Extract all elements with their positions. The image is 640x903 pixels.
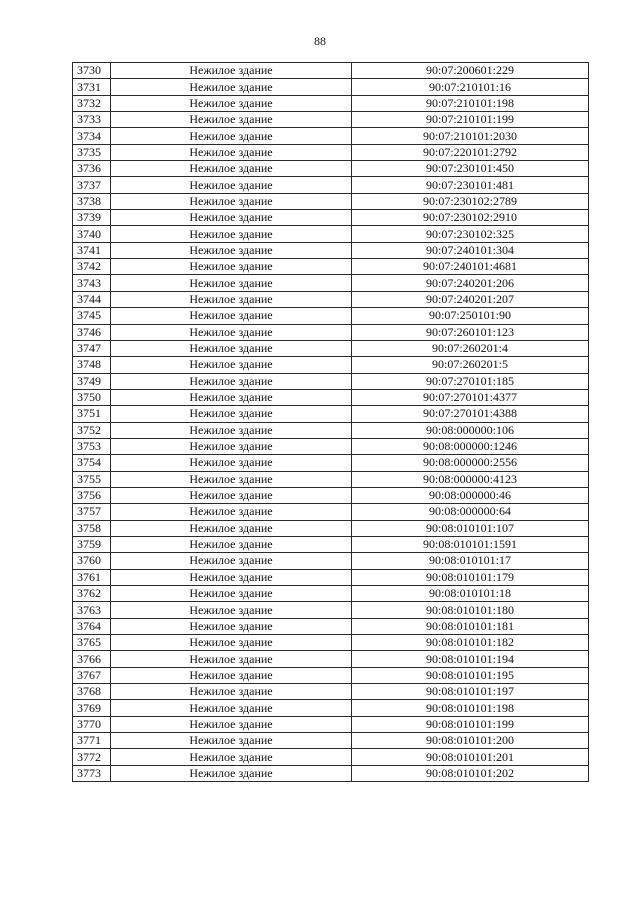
table-row: [73, 504, 589, 520]
table-row: [73, 635, 589, 651]
row-number-cell: 3742: [73, 259, 111, 275]
cadastral-number-cell: 90:07:240201:207: [352, 291, 589, 307]
row-number-cell: 3745: [73, 308, 111, 324]
table-row: [73, 193, 589, 209]
table-row: [73, 406, 589, 422]
object-type-cell: Нежилое здание: [111, 259, 352, 275]
cadastral-number-cell: 90:07:210101:198: [352, 95, 589, 111]
cadastral-number-cell: 90:07:230101:481: [352, 177, 589, 193]
row-number-cell: 3760: [73, 553, 111, 569]
table-row: [73, 422, 589, 438]
object-type-cell: Нежилое здание: [111, 357, 352, 373]
object-type-cell: Нежилое здание: [111, 651, 352, 667]
cadastral-number-cell: 90:08:010101:197: [352, 684, 589, 700]
object-type-cell: Нежилое здание: [111, 144, 352, 160]
cadastral-number-cell: 90:08:010101:18: [352, 586, 589, 602]
table-row: [73, 291, 589, 307]
object-type-cell: Нежилое здание: [111, 406, 352, 422]
cadastral-number-cell: 90:08:010101:200: [352, 733, 589, 749]
table-row: [73, 161, 589, 177]
cadastral-number-cell: 90:08:010101:202: [352, 765, 589, 781]
row-number-cell: 3748: [73, 357, 111, 373]
object-type-cell: Нежилое здание: [111, 389, 352, 405]
table-row: [73, 765, 589, 781]
object-type-cell: Нежилое здание: [111, 569, 352, 585]
table-row: [73, 684, 589, 700]
table-row: [73, 553, 589, 569]
object-type-cell: Нежилое здание: [111, 487, 352, 503]
row-number-cell: 3766: [73, 651, 111, 667]
cadastral-number-cell: 90:07:270101:4388: [352, 406, 589, 422]
row-number-cell: 3764: [73, 618, 111, 634]
row-number-cell: 3767: [73, 667, 111, 683]
cadastral-number-cell: 90:08:000000:106: [352, 422, 589, 438]
table-row: [73, 128, 589, 144]
table-row: [73, 63, 589, 79]
table-row: [73, 733, 589, 749]
table-row: [73, 79, 589, 95]
cadastral-number-cell: 90:07:240101:304: [352, 242, 589, 258]
row-number-cell: 3747: [73, 340, 111, 356]
row-number-cell: 3743: [73, 275, 111, 291]
object-type-cell: Нежилое здание: [111, 520, 352, 536]
row-number-cell: 3771: [73, 733, 111, 749]
object-type-cell: Нежилое здание: [111, 536, 352, 552]
cadastral-number-cell: 90:07:270101:185: [352, 373, 589, 389]
table-row: [73, 373, 589, 389]
cadastral-number-cell: 90:08:010101:181: [352, 618, 589, 634]
cadastral-number-cell: 90:08:010101:199: [352, 716, 589, 732]
row-number-cell: 3734: [73, 128, 111, 144]
table-row: [73, 340, 589, 356]
table-row: [73, 324, 589, 340]
cadastral-number-cell: 90:08:010101:198: [352, 700, 589, 716]
table-row: [73, 112, 589, 128]
object-type-cell: Нежилое здание: [111, 635, 352, 651]
row-number-cell: 3737: [73, 177, 111, 193]
object-type-cell: Нежилое здание: [111, 242, 352, 258]
cadastral-number-cell: 90:08:000000:2556: [352, 455, 589, 471]
cadastral-number-cell: 90:08:010101:179: [352, 569, 589, 585]
object-type-cell: Нежилое здание: [111, 226, 352, 242]
row-number-cell: 3733: [73, 112, 111, 128]
cadastral-number-cell: 90:07:240201:206: [352, 275, 589, 291]
table-row: [73, 618, 589, 634]
cadastral-number-cell: 90:08:010101:107: [352, 520, 589, 536]
object-type-cell: Нежилое здание: [111, 684, 352, 700]
cadastral-number-cell: 90:07:230102:2910: [352, 210, 589, 226]
cadastral-number-cell: 90:08:010101:180: [352, 602, 589, 618]
object-type-cell: Нежилое здание: [111, 95, 352, 111]
row-number-cell: 3731: [73, 79, 111, 95]
registry-table-body: [73, 63, 589, 782]
table-row: [73, 226, 589, 242]
object-type-cell: Нежилое здание: [111, 438, 352, 454]
cadastral-number-cell: 90:07:250101:90: [352, 308, 589, 324]
table-row: [73, 749, 589, 765]
table-row: [73, 569, 589, 585]
row-number-cell: 3752: [73, 422, 111, 438]
object-type-cell: Нежилое здание: [111, 291, 352, 307]
row-number-cell: 3741: [73, 242, 111, 258]
object-type-cell: Нежилое здание: [111, 716, 352, 732]
object-type-cell: Нежилое здание: [111, 340, 352, 356]
object-type-cell: Нежилое здание: [111, 373, 352, 389]
object-type-cell: Нежилое здание: [111, 193, 352, 209]
table-row: [73, 716, 589, 732]
cadastral-number-cell: 90:07:260201:5: [352, 357, 589, 373]
table-row: [73, 487, 589, 503]
object-type-cell: Нежилое здание: [111, 177, 352, 193]
cadastral-number-cell: 90:07:210101:199: [352, 112, 589, 128]
object-type-cell: Нежилое здание: [111, 112, 352, 128]
row-number-cell: 3744: [73, 291, 111, 307]
object-type-cell: Нежилое здание: [111, 210, 352, 226]
row-number-cell: 3755: [73, 471, 111, 487]
row-number-cell: 3762: [73, 586, 111, 602]
object-type-cell: Нежилое здание: [111, 63, 352, 79]
table-row: [73, 210, 589, 226]
table-row: [73, 308, 589, 324]
table-row: [73, 95, 589, 111]
object-type-cell: Нежилое здание: [111, 504, 352, 520]
table-row: [73, 471, 589, 487]
object-type-cell: Нежилое здание: [111, 733, 352, 749]
row-number-cell: 3751: [73, 406, 111, 422]
cadastral-number-cell: 90:08:010101:195: [352, 667, 589, 683]
row-number-cell: 3756: [73, 487, 111, 503]
cadastral-number-cell: 90:08:000000:64: [352, 504, 589, 520]
property-registry-table: [72, 62, 589, 782]
table-row: [73, 586, 589, 602]
table-row: [73, 700, 589, 716]
cadastral-number-cell: 90:07:210101:16: [352, 79, 589, 95]
object-type-cell: Нежилое здание: [111, 602, 352, 618]
row-number-cell: 3757: [73, 504, 111, 520]
row-number-cell: 3732: [73, 95, 111, 111]
row-number-cell: 3730: [73, 63, 111, 79]
cadastral-number-cell: 90:07:200601:229: [352, 63, 589, 79]
object-type-cell: Нежилое здание: [111, 586, 352, 602]
cadastral-number-cell: 90:08:010101:17: [352, 553, 589, 569]
row-number-cell: 3772: [73, 749, 111, 765]
object-type-cell: Нежилое здание: [111, 471, 352, 487]
cadastral-number-cell: 90:08:000000:46: [352, 487, 589, 503]
row-number-cell: 3773: [73, 765, 111, 781]
row-number-cell: 3769: [73, 700, 111, 716]
object-type-cell: Нежилое здание: [111, 79, 352, 95]
row-number-cell: 3740: [73, 226, 111, 242]
cadastral-number-cell: 90:07:260101:123: [352, 324, 589, 340]
cadastral-number-cell: 90:07:260201:4: [352, 340, 589, 356]
table-row: [73, 520, 589, 536]
row-number-cell: 3759: [73, 536, 111, 552]
row-number-cell: 3758: [73, 520, 111, 536]
object-type-cell: Нежилое здание: [111, 422, 352, 438]
cadastral-number-cell: 90:07:210101:2030: [352, 128, 589, 144]
cadastral-number-cell: 90:08:010101:201: [352, 749, 589, 765]
table-row: [73, 438, 589, 454]
table-row: [73, 651, 589, 667]
object-type-cell: Нежилое здание: [111, 749, 352, 765]
cadastral-number-cell: 90:07:270101:4377: [352, 389, 589, 405]
row-number-cell: 3768: [73, 684, 111, 700]
row-number-cell: 3754: [73, 455, 111, 471]
object-type-cell: Нежилое здание: [111, 324, 352, 340]
object-type-cell: Нежилое здание: [111, 455, 352, 471]
object-type-cell: Нежилое здание: [111, 161, 352, 177]
object-type-cell: Нежилое здание: [111, 275, 352, 291]
object-type-cell: Нежилое здание: [111, 618, 352, 634]
table-row: [73, 275, 589, 291]
page-number: 88: [314, 34, 326, 48]
row-number-cell: 3750: [73, 389, 111, 405]
row-number-cell: 3763: [73, 602, 111, 618]
table-row: [73, 667, 589, 683]
object-type-cell: Нежилое здание: [111, 765, 352, 781]
table-row: [73, 357, 589, 373]
table-row: [73, 602, 589, 618]
cadastral-number-cell: 90:07:230102:325: [352, 226, 589, 242]
object-type-cell: Нежилое здание: [111, 128, 352, 144]
object-type-cell: Нежилое здание: [111, 700, 352, 716]
row-number-cell: 3746: [73, 324, 111, 340]
cadastral-number-cell: 90:08:000000:1246: [352, 438, 589, 454]
row-number-cell: 3765: [73, 635, 111, 651]
row-number-cell: 3739: [73, 210, 111, 226]
table-row: [73, 144, 589, 160]
cadastral-number-cell: 90:07:230102:2789: [352, 193, 589, 209]
table-row: [73, 536, 589, 552]
object-type-cell: Нежилое здание: [111, 308, 352, 324]
row-number-cell: 3749: [73, 373, 111, 389]
cadastral-number-cell: 90:07:220101:2792: [352, 144, 589, 160]
row-number-cell: 3738: [73, 193, 111, 209]
table-row: [73, 389, 589, 405]
object-type-cell: Нежилое здание: [111, 553, 352, 569]
cadastral-number-cell: 90:08:010101:194: [352, 651, 589, 667]
row-number-cell: 3735: [73, 144, 111, 160]
table-row: [73, 455, 589, 471]
table-row: [73, 177, 589, 193]
row-number-cell: 3753: [73, 438, 111, 454]
object-type-cell: Нежилое здание: [111, 667, 352, 683]
table-row: [73, 259, 589, 275]
cadastral-number-cell: 90:07:240101:4681: [352, 259, 589, 275]
row-number-cell: 3770: [73, 716, 111, 732]
table-row: [73, 242, 589, 258]
row-number-cell: 3761: [73, 569, 111, 585]
cadastral-number-cell: 90:08:010101:182: [352, 635, 589, 651]
row-number-cell: 3736: [73, 161, 111, 177]
cadastral-number-cell: 90:08:000000:4123: [352, 471, 589, 487]
cadastral-number-cell: 90:07:230101:450: [352, 161, 589, 177]
cadastral-number-cell: 90:08:010101:1591: [352, 536, 589, 552]
